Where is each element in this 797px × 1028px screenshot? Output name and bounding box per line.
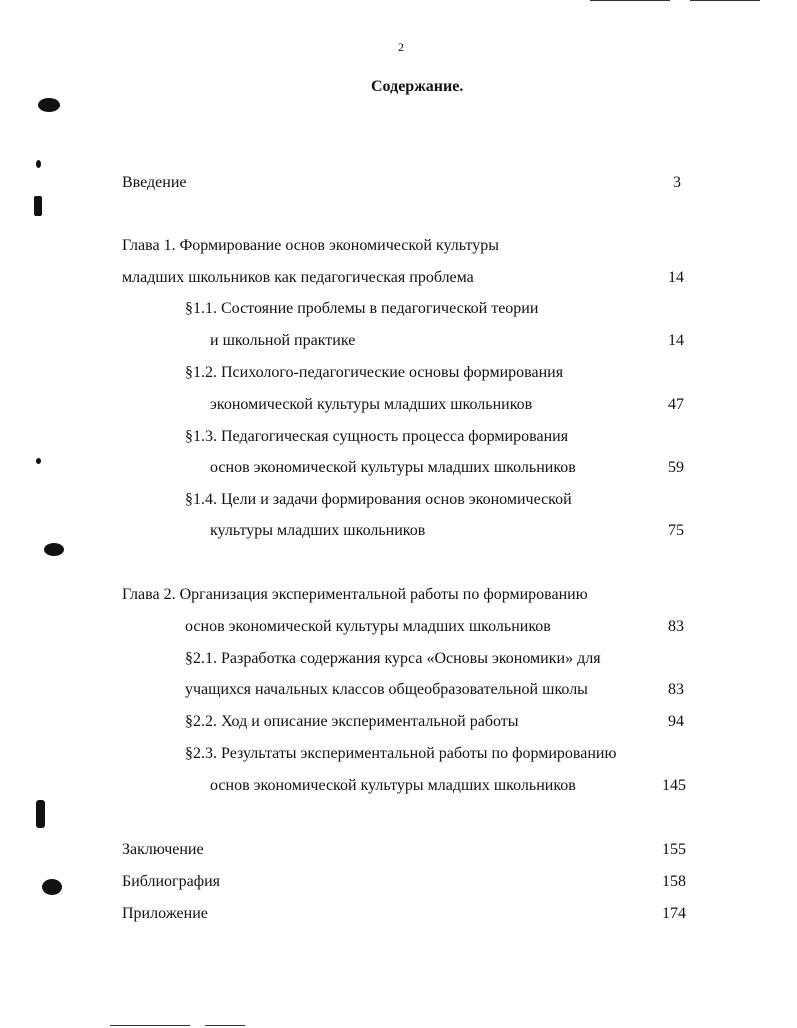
toc-chapter2-line1: Глава 2. Организация экспериментальной работы по формированию <box>122 586 588 603</box>
toc-chapter1-line1: Глава 1. Формирование основ экономической культуры <box>122 237 499 254</box>
toc-section-2-3-line2: основ экономической культуры младших школьников <box>210 777 576 794</box>
toc-section-1-2-line2: экономической культуры младших школьников <box>210 396 533 413</box>
hole-punch-blot <box>36 160 41 168</box>
toc-section-2-1-page: 83 <box>668 681 684 698</box>
toc-chapter2-line2: основ экономической культуры младших школьников <box>185 618 551 635</box>
toc-section-1-4-line1: §1.4. Цели и задачи формирования основ экономической <box>185 491 572 508</box>
hole-punch-blot <box>36 800 45 828</box>
toc-section-1-1-page: 14 <box>668 332 684 349</box>
toc-section-2-2-page: 94 <box>668 713 684 730</box>
toc-intro-page: 3 <box>673 174 681 191</box>
toc-bibliography-page: 158 <box>662 873 686 890</box>
toc-section-1-3-line1: §1.3. Педагогическая сущность процесса формирования <box>185 428 569 445</box>
toc-section-1-3-page: 59 <box>668 459 684 476</box>
toc-bibliography-label: Библиография <box>122 873 220 890</box>
toc-section-1-2-page: 47 <box>668 396 684 413</box>
toc-chapter1-line2: младших школьников как педагогическая проблема <box>122 269 474 286</box>
hole-punch-blot <box>44 543 64 556</box>
hole-punch-blot <box>38 98 60 112</box>
toc-chapter2-page: 83 <box>668 618 684 635</box>
scan-artifact-line <box>590 0 670 1</box>
hole-punch-blot <box>42 879 62 895</box>
toc-section-2-3-page: 145 <box>662 777 686 794</box>
toc-section-1-3-line2: основ экономической культуры младших школьников <box>210 459 576 476</box>
toc-section-2-1-line2: учащихся начальных классов общеобразовательной школы <box>185 681 588 698</box>
toc-chapter1-page: 14 <box>668 269 684 286</box>
hole-punch-blot <box>36 458 41 464</box>
toc-section-1-4-page: 75 <box>668 522 684 539</box>
toc-section-2-2-line1: §2.2. Ход и описание экспериментальной работы <box>185 713 519 730</box>
page-number: 2 <box>398 40 404 54</box>
hole-punch-blot <box>34 196 42 216</box>
toc-appendix-label: Приложение <box>122 905 208 922</box>
toc-section-1-4-line2: культуры младших школьников <box>210 522 426 539</box>
toc-conclusion-page: 155 <box>662 841 686 858</box>
toc-section-2-3-line1: §2.3. Результаты экспериментальной работы по формированию <box>185 745 617 762</box>
toc-section-1-1-line2: и школьной практике <box>210 332 356 349</box>
toc-section-1-1-line1: §1.1. Состояние проблемы в педагогической теории <box>185 300 539 317</box>
page-title: Содержание. <box>371 78 464 95</box>
scan-artifact-line <box>690 0 760 1</box>
toc-section-1-2-line1: §1.2. Психолого-педагогические основы формирования <box>185 364 564 381</box>
toc-appendix-page: 174 <box>662 905 686 922</box>
scan-artifact-line <box>110 1025 190 1026</box>
toc-intro-label: Введение <box>122 174 187 191</box>
toc-conclusion-label: Заключение <box>122 841 204 858</box>
scan-artifact-line <box>205 1025 245 1026</box>
toc-section-2-1-line1: §2.1. Разработка содержания курса «Основы экономики» для <box>185 650 601 667</box>
